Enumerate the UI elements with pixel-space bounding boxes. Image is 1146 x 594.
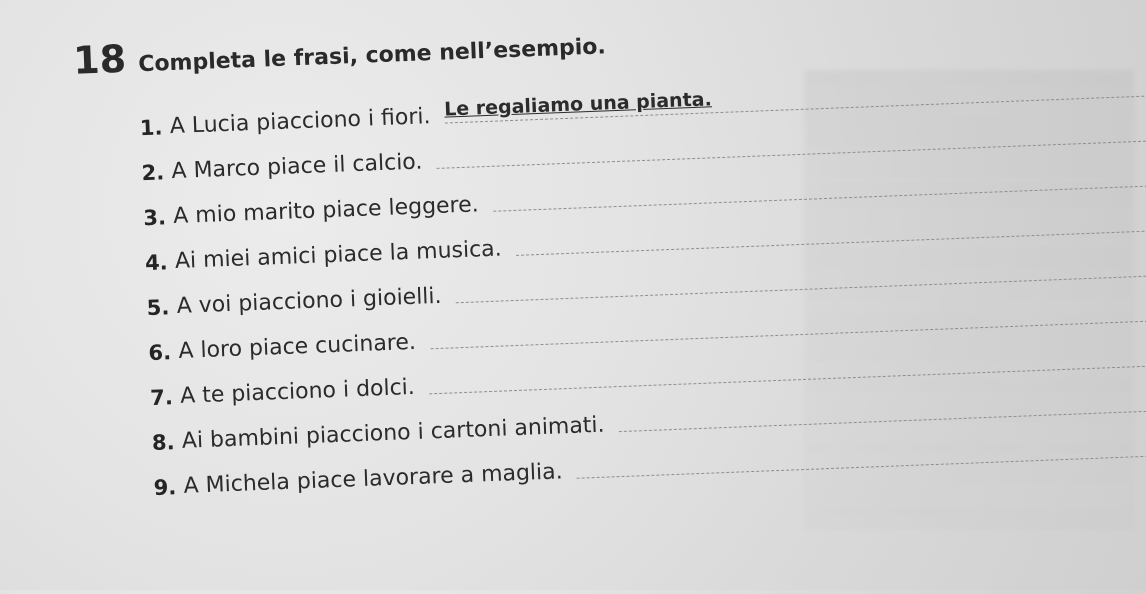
item-number: 2. <box>141 160 165 186</box>
item-number: 9. <box>153 475 177 500</box>
item-number: 3. <box>142 205 167 231</box>
exercise-items <box>139 56 1146 500</box>
item-sentence: Ai bambini piacciono i cartoni animati. <box>181 412 606 454</box>
item-sentence: A mio marito piace leggere. <box>172 192 480 230</box>
item-number: 5. <box>146 295 170 321</box>
item-number: 7. <box>149 385 174 411</box>
exercise-header <box>72 21 607 83</box>
exercise-number: 18 <box>72 36 127 83</box>
item-number: 1. <box>139 115 163 141</box>
item-sentence: A voi piacciono i gioielli. <box>176 283 442 319</box>
example-answer: Le regaliamo una pianta. <box>443 88 713 121</box>
item-number: 4. <box>144 250 169 276</box>
item-sentence: A Michela piace lavorare a maglia. <box>183 459 564 499</box>
item-number: 8. <box>151 430 175 456</box>
item-number: 6. <box>148 340 172 366</box>
item-sentence: A te piacciono i dolci. <box>179 374 416 409</box>
item-sentence: A loro piace cucinare. <box>177 329 417 364</box>
exercise-instruction: Completa le frasi, come nell’esempio. <box>137 34 607 78</box>
item-sentence: Ai miei amici piace la musica. <box>174 236 503 275</box>
item-sentence: A Marco piace il calcio. <box>171 149 423 185</box>
item-sentence: A Lucia piacciono i fiori. <box>169 104 431 140</box>
answer-line[interactable] <box>576 430 1146 478</box>
